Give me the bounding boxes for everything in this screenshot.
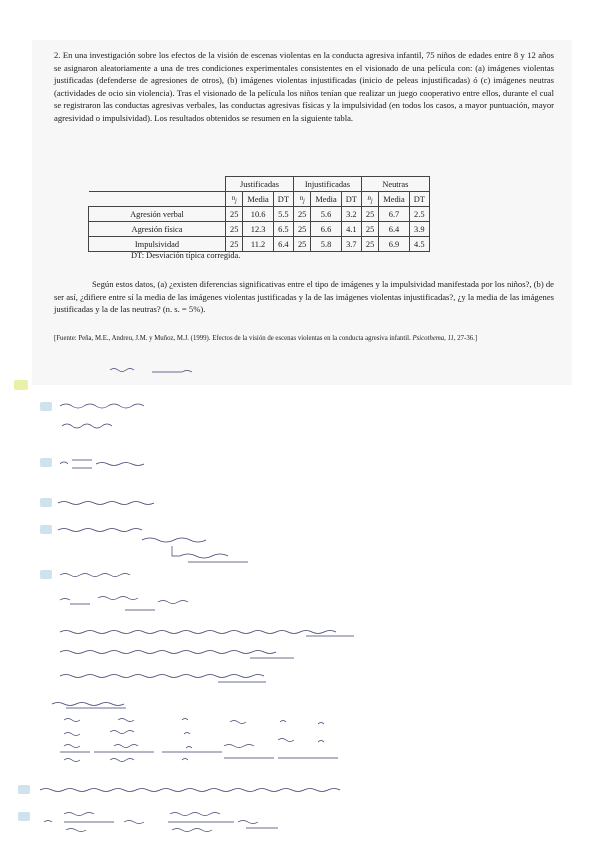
cell: 4.5 — [409, 237, 429, 252]
group-header: Neutras — [361, 177, 429, 192]
scribble — [110, 369, 192, 373]
cell: 25 — [361, 207, 378, 222]
scribble — [60, 597, 188, 611]
row-label: Agresión física — [89, 222, 226, 237]
source-citation: [Fuente: Peña, M.E., Andreu, J.M. y Muñoz, M.J. (1999). Efectos de la visión de escenas violentas en la conducta agresiva infantil. Psicothema, 11, 27-36.] — [54, 335, 478, 342]
scribble — [64, 731, 324, 748]
cell: 25 — [226, 207, 243, 222]
problem-statement: 2. En una investigación sobre los efectos de la visión de escenas violentas en la conducta agresiva infantil, 75 niños de edades entre 8 y 12 años se asignaron aleatoriamente a una de tres condiciones experimentales consistentes en el visionado de una película con: (a) imágenes violentas justificadas (defenderse de agresiones de otros), (b) imágenes violentas injustificadas (inicio de peleas injustificadas) ó (c) imágenes neutras (actividades de ocio sin violencia). Tras el visionado de la película los niños tenían que realizar un juego cooperativo entre ellos, durante el cual se registraron las conductas agresivas verbales, las conductas agresivas físicas y la impulsividad (en todos los casos, a mayor puntuación, mayor agresividad o impulsividad). Los resultados obtenidos se resumen en la siguiente tabla. — [54, 50, 554, 123]
scribble — [62, 424, 112, 428]
cell: 25 — [293, 237, 310, 252]
scribble — [172, 546, 228, 558]
subheader-media: Media — [379, 192, 409, 207]
group-header: Justificadas — [226, 177, 294, 192]
table-note: DT: Desviación típica corregida. — [131, 251, 241, 260]
cell: 25 — [361, 237, 378, 252]
scribble — [60, 404, 144, 408]
subheader-n: $n_j$ — [293, 192, 310, 207]
scribble — [64, 759, 188, 762]
cell: 5.6 — [311, 207, 341, 222]
scribble — [58, 529, 142, 532]
scribble — [44, 813, 258, 832]
questions-paragraph: Según estos datos, (a) ¿existen diferencias significativas entre el tipo de imágenes y la impulsividad manifestada por los niños?, (b) de ser así, ¿difiere entre sí la media de las imágenes violentas justificadas y la de las imágenes violentas injustificadas?, ¿y la media de las imágenes justificadas y la de las neutras? (n. s. = 5%). — [54, 279, 554, 315]
cell: 6.6 — [311, 222, 341, 237]
scribble — [64, 719, 324, 725]
group-header: Injustificadas — [293, 177, 361, 192]
cell: 10.6 — [243, 207, 273, 222]
cell: 25 — [226, 222, 243, 237]
scribble — [64, 745, 192, 749]
cell: 25 — [361, 222, 378, 237]
cell: 5.8 — [311, 237, 341, 252]
cell: 3.7 — [341, 237, 361, 252]
cell: 4.1 — [341, 222, 361, 237]
scribble — [60, 651, 276, 654]
subheader-media: Media — [311, 192, 341, 207]
subheader-media: Media — [243, 192, 273, 207]
scribble — [60, 675, 264, 678]
cell: 11.2 — [243, 237, 273, 252]
subheader-n: $n_j$ — [226, 192, 243, 207]
cell: 12.3 — [243, 222, 273, 237]
subheader-n: $n_j$ — [361, 192, 378, 207]
scribble — [60, 574, 130, 577]
scribble — [60, 631, 336, 634]
journal-name: Psicothema, 11 — [412, 335, 454, 342]
cell: 6.5 — [273, 222, 293, 237]
cell: 6.4 — [273, 237, 293, 252]
scribble — [52, 703, 124, 706]
cell: 6.9 — [379, 237, 409, 252]
cell: 5.5 — [273, 207, 293, 222]
subheader-dt: DT — [273, 192, 293, 207]
cell: 3.9 — [409, 222, 429, 237]
cell: 25 — [293, 207, 310, 222]
scribble — [58, 502, 154, 505]
row-label: Agresión verbal — [89, 207, 226, 222]
cell: 3.2 — [341, 207, 361, 222]
scribble — [40, 789, 340, 792]
scribble — [142, 538, 206, 542]
scribble — [60, 460, 144, 468]
cell: 6.4 — [379, 222, 409, 237]
cell: 25 — [293, 222, 310, 237]
cell: 25 — [226, 237, 243, 252]
subheader-dt: DT — [409, 192, 429, 207]
cell: 2.5 — [409, 207, 429, 222]
subheader-dt: DT — [341, 192, 361, 207]
cell: 6.7 — [379, 207, 409, 222]
row-label: Impulsividad — [89, 237, 226, 252]
rule — [60, 752, 338, 758]
